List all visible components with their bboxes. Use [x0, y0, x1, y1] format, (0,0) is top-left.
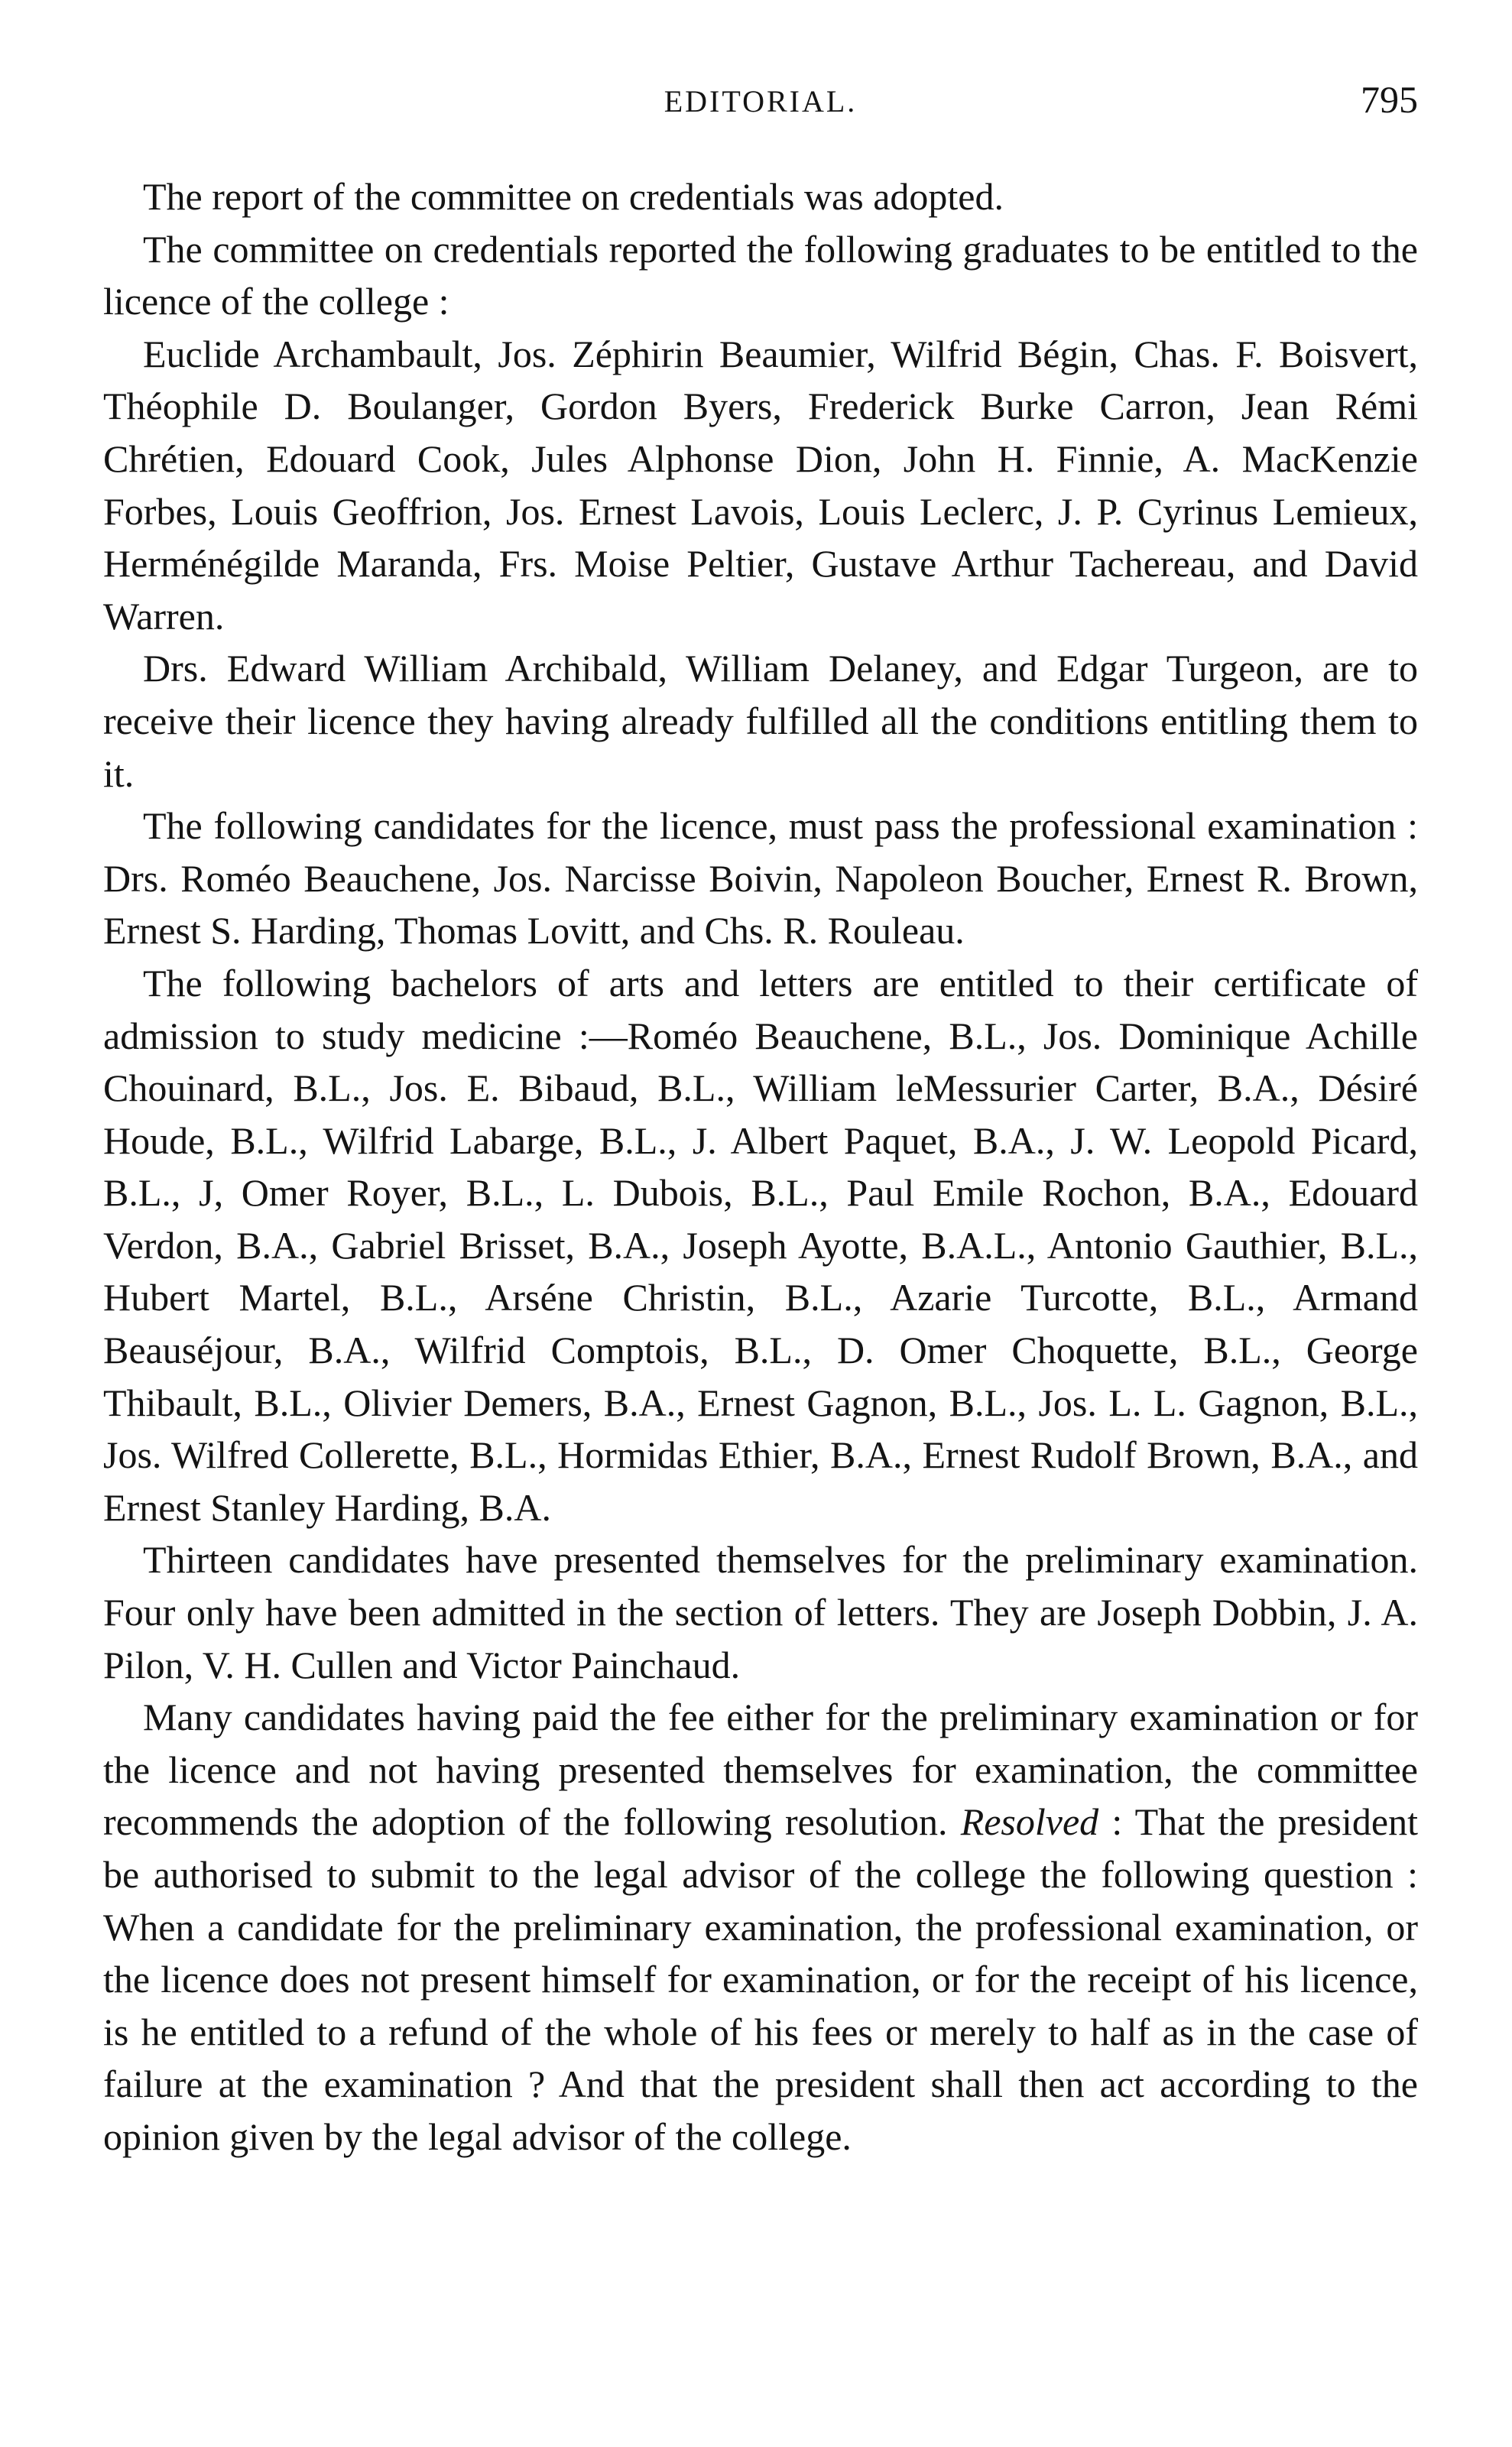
paragraph-licence-recipients: Drs. Edward William Archibald, William Delaney, and Edgar Turgeon, are to receive their licence they having already fulfilled all the conditions entitling them to it.: [103, 647, 1418, 795]
resolved-emphasis: Resolved: [960, 1800, 1099, 1844]
running-title: EDITORIAL.: [664, 84, 858, 118]
paragraph-report-adopted: The report of the committee on credentials was adopted.: [143, 175, 1004, 218]
page-header: [103, 73, 1418, 126]
paragraph-bachelors-admission: The following bachelors of arts and letters are entitled to their certificate of admission to study medicine :—Roméo Beauchene, B.L., Jos. Dominique Achille Chouinard, B.L., Jos. E. Bibaud, B.L., William leMessurier Carter, B.A., Désiré Houde, B.L., Wilfrid Labarge, B.L., J. Albert Paquet, B.A., J. W. Leopold Picard, B.L., J, Omer Royer, B.L., L. Dubois, B.L., Paul Emile Rochon, B.A., Edouard Verdon, B.A., Gabriel Brisset, B.A., Joseph Ayotte, B.A.L., Antonio Gauthier, B.L., Hubert Martel, B.L., Arséne Christin, B.L., Azarie Turcotte, B.L., Armand Beauséjour, B.A., Wilfrid Comptois, B.L., D. Omer Choquette, B.L., George Thibault, B.L., Olivier Demers, B.A., Ernest Gagnon, B.L., Jos. L. L. Gagnon, B.L., Jos. Wilfred Collerette, B.L., Hormidas Ethier, B.A., Ernest Rudolf Brown, B.A., and Ernest Stanley Harding, B.A.: [103, 961, 1418, 1529]
paragraph-graduates-list: Euclide Archambault, Jos. Zéphirin Beaumier, Wilfrid Bégin, Chas. F. Boisvert, Théophile D. Boulanger, Gordon Byers, Frederick Burke Carron, Jean Rémi Chrétien, Edouard Cook, Jules Alphonse Dion, John H. Finnie, A. MacKenzie Forbes, Louis Geoffrion, Jos. Ernest Lavois, Louis Leclerc, J. P. Cyrinus Lemieux, Herménégilde Maranda, Frs. Moise Peltier, Gustave Arthur Tachereau, and David Warren.: [103, 332, 1418, 638]
paragraph-professional-exam-candidates: The following candidates for the licence, must pass the professional examination : Drs. Roméo Beauchene, Jos. Narcisse Boivin, Napoleon Boucher, Ernest R. Brown, Ernest S. Harding, Thomas Lovitt, and Chs. R. Rouleau.: [103, 804, 1418, 953]
page-number: 795: [1361, 78, 1418, 121]
paragraph-committee-report: The committee on credentials reported the following graduates to be entitled to the licence of the college :: [103, 227, 1418, 323]
paragraph-preliminary-exam: Thirteen candidates have presented themselves for the preliminary examination. Four only have been admitted in the section of letters. They are Joseph Dobbin, J. A. Pilon, V. H. Cullen and Victor Painchaud.: [103, 1538, 1418, 1686]
resolution-text: : That the president be authorised to submit to the legal advisor of the college the following question : When a candidate for the preliminary examination, the professional examination, or the licence does not present himself for examination, or for the receipt of his licence, is he entitled to a refund of the whole of his fees or merely to half as in the case of failure at the examination ? And that the president shall then act according to the opinion given by the legal advisor of the college.: [103, 1800, 1418, 2158]
paragraph-resolution: [103, 1691, 1418, 2163]
article-body: [103, 170, 1418, 2163]
resolution-intro: Many candidates having paid the fee either for the preliminary examination or for the licence and not having presented themselves for examination, the committee recommends the adoption of the following resolution.: [103, 1696, 1418, 1844]
